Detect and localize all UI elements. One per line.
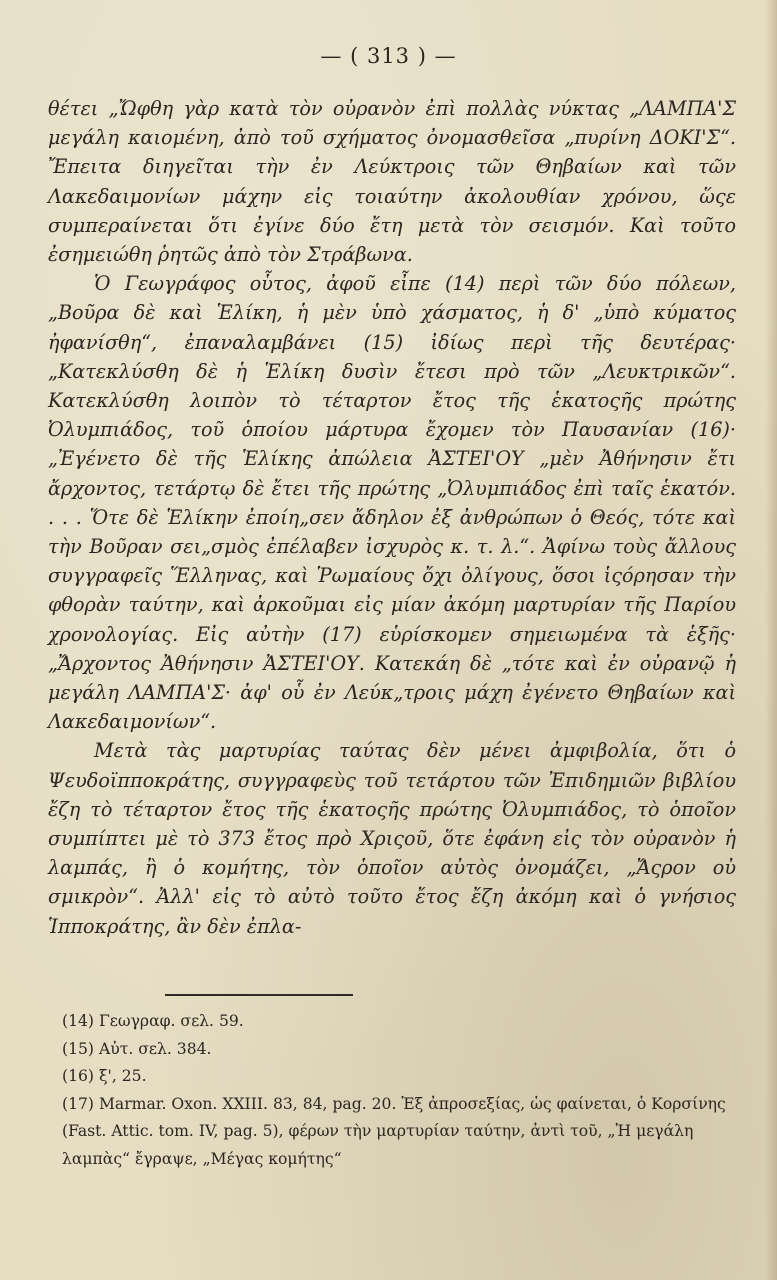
footnote-17: (17) Marmar. Oxon. XXIII. 83, 84, pag. 20. Ἐξ ἀπροσεξίας, ὡς φαίνεται, ὁ Κορσίνης (Fast. Attic. tom. IV, pag. 5), φέρων τὴν μαρτυρίαν ταύτην, ἀντὶ τοῦ, „Ἡ μεγάλη λαμπὰς“ ἔγραψε, „Μέγας κομήτης“ <box>62 1094 726 1168</box>
page-edge-shadow <box>765 0 777 1280</box>
main-text <box>48 94 736 941</box>
footnotes <box>48 1008 738 1174</box>
footnote-15: (15) Αὐτ. σελ. 384. <box>62 1039 212 1058</box>
footnote-14: (14) Γεωγραφ. σελ. 59. <box>62 1012 244 1030</box>
footnote-16: (16) ξ', 25. <box>62 1067 147 1086</box>
paragraph-2: Ὁ Γεωγράφος οὗτος, ἀφοῦ εἶπε (14) περὶ τῶν δύο πόλεων, „Βοῦρα δὲ καὶ Ἑλίκη, ἡ μὲν ὑπὸ χάσματος, ἡ δ' „ὑπὸ κύματος ἠφανίσθη“, ἐπαναλαμβάνει (15) ἰδίως περὶ τῆς δευτέρας· „Κατεκλύσθη δὲ ἡ Ἑλίκη δυσὶν ἔτεσι πρὸ τῶν „Λευκτρικῶν“. Κατεκλύσθη λοιπὸν τὸ τέταρτον ἔτος τῆς ἑκατοςῆς πρώτης Ὀλυμπιάδος, τοῦ ὁποίου μάρτυρα ἔχομεν τὸν Παυσανίαν (16)· „Ἐγένετο δὲ τῆς Ἑλίκης ἀπώλεια ἈΣΤΕΙ'ΟΥ „μὲν Ἀθήνησιν ἔτι ἄρχοντος, τετάρτῳ δὲ ἔτει τῆς πρώτης „Ὀλυμπιάδος ἐπὶ ταῖς ἑκατόν. . . . Ὅτε δὲ Ἑλίκην ἐποίη„σεν ἄδηλον ἐξ ἀνθρώπων ὁ Θεός, τότε καὶ τὴν Βοῦραν σει„σμὸς ἐπέλαβεν ἰσχυρὸς κ. τ. λ.“. Ἀφίνω τοὺς ἄλλους συγγραφεῖς Ἕλληνας, καὶ Ῥωμαίους ὄχι ὀλίγους, ὅσοι ἱςόρησαν τὴν φθορὰν ταύτην, καὶ ἀρκοῦμαι εἰς μίαν ἀκόμη μαρτυρίαν τῆς Παρίου χρονολογίας. Εἰς αὐτὴν (17) εὑρίσκομεν σημειωμένα τὰ ἑξῆς· „Ἄρχοντος Ἀθήνησιν ἈΣΤΕΙ'ΟΥ. Κατεκάη δὲ „τότε καὶ ἐν οὐρανῷ ἡ μεγάλη ΛΑΜΠΑ'Σ· ἀφ' οὗ ἐν Λεύκ„τροις μάχη ἐγένετο Θηβαίων καὶ Λακεδαιμονίων“. <box>48 272 736 734</box>
paragraph-1: θέτει „Ὤφθη γὰρ κατὰ τὸν οὐρανὸν ἐπὶ πολλὰς νύκτας „ΛΑΜΠΑ'Σ μεγάλη καιομένη, ἀπὸ τοῦ σχήματος ὀνομασθεῖσα „πυρίνη ΔΟΚΙ'Σ“. Ἔπειτα διηγεῖται τὴν ἐν Λεύκτροις τῶν Θηβαίων καὶ τῶν Λακεδαιμονίων μάχην εἰς τοιαύτην ἀκολουθίαν χρόνου, ὥςε συμπεραίνεται ὅτι ἐγίνε δύο ἔτη μετὰ τὸν σεισμόν. Καὶ τοῦτο ἐσημειώθη ῥητῶς ἀπὸ τὸν Στράβωνα. <box>48 97 736 267</box>
page-number: — ( 313 ) — <box>320 44 457 68</box>
paragraph-3: Μετὰ τὰς μαρτυρίας ταύτας δὲν μένει ἀμφιβολία, ὅτι ὁ Ψευδοϊπποκράτης, συγγραφεὺς τοῦ τετάρτου τῶν Ἐπιδημιῶν βιβλίου ἔζη τὸ τέταρτον ἔτος τῆς ἑκατοςῆς πρώτης Ὀλυμπιάδος, τὸ ὁποῖον συμπίπτει μὲ τὸ 373 ἔτος πρὸ Χριςοῦ, ὅτε ἐφάνη εἰς τὸν οὐρανὸν ἡ λαμπάς, ἢ ὁ κομήτης, τὸν ὁποῖον αὐτὸς ὀνομάζει, „Ἄςρον οὐ σμικρὸν“. Ἀλλ' εἰς τὸ αὐτὸ τοῦτο ἔτος ἔζη ἀκόμη καὶ ὁ γνήσιος Ἱπποκράτης, ἂν δὲν ἐπλα- <box>48 739 736 938</box>
footnote-divider <box>165 994 353 996</box>
